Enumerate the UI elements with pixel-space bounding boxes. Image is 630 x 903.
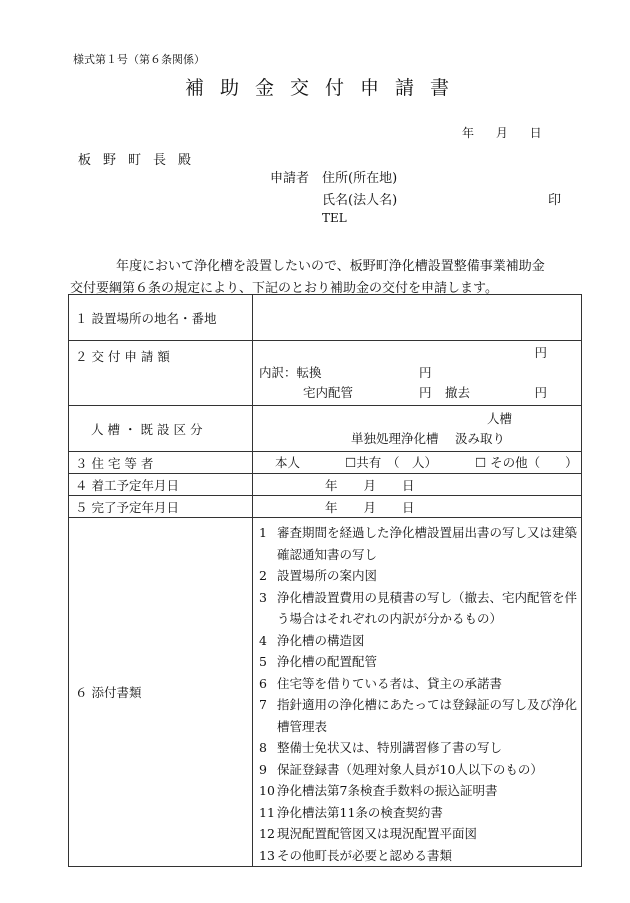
attachment-text: 設置場所の案内図 [277,568,378,583]
seal-mark: 印 [548,193,562,208]
kyoyu-checkbox[interactable]: ☐共有 [345,454,382,470]
piping-yen: 円 [419,385,432,400]
attachment-number: 2 [259,568,267,583]
tank-class-label: 人槽・既設区分 [69,406,253,452]
removal-label: 撤去 [445,385,471,400]
address-label: 住所(所在地) [322,171,398,186]
attachments-list [259,518,577,866]
attachment-number: 10 [259,783,275,798]
attachment-number: 13 [259,847,275,863]
addressee: 板野町長殿 [78,153,204,168]
attachment-number: 3 [259,589,267,605]
honnin-option: 本人 [275,454,301,470]
amount-value [253,341,582,406]
attachment-item [259,823,577,845]
applicant-label: 申請者 [270,171,310,186]
statement-line-1: 年度において浄化槽を設置したいので、板野町浄化槽設置整備事業補助金 [116,259,545,274]
row-housing [69,452,582,474]
row-attachments [69,518,582,867]
attachment-item [259,759,577,781]
attachment-text: 審査期間を経過した浄化槽設置届出書の写し又は建築確認通知書の写し [277,525,578,562]
attachment-item [259,737,577,759]
attachment-text: 浄化槽設置費用の見積書の写し（撤去、宅内配管を伴う場合はそれぞれの内訳が分かるもの） [277,589,578,626]
document-title: 補助金交付申請書 [185,77,466,99]
attachment-text: その他町長が必要と認める書類 [277,847,453,863]
statement-line-2: 交付要綱第６条の規定により、下記のとおり補助金の交付を申請します。 [70,281,498,296]
attachment-item [259,780,577,802]
attachment-text: 指針適用の浄化槽にあたっては登録証の写し及び浄化槽管理表 [277,697,578,734]
tank-class-value [253,406,582,452]
removal-yen: 円 [534,385,547,400]
name-label: 氏名(法人名) [322,193,398,208]
amount-label: ２ 交 付 申 請 額 [69,341,253,406]
attachment-item [259,522,577,565]
attachment-text: 浄化槽の構造図 [277,632,365,648]
attachment-text: 整備士免状又は、特別講習修了書の写し [277,740,503,755]
attachment-number: 4 [259,632,267,648]
housing-value [253,452,582,474]
conversion-yen: 円 [419,365,432,380]
attachment-text: 浄化槽法第7条検査手数料の振込証明書 [277,783,498,798]
start-date-label: ４ 着工予定年月日 [69,474,253,496]
location-value [253,295,582,341]
row-location [69,295,582,341]
kumitori-label: 汲み取り [455,430,506,446]
attachment-item [259,802,577,824]
end-date-label: ５ 完了予定年月日 [69,496,253,518]
attachments-list-cell [253,518,582,867]
attachment-text: 現況配置配管図又は現況配置平面図 [277,826,478,841]
attachment-number: 5 [259,654,267,669]
other-checkbox[interactable]: ☐ その他（ ） [475,454,578,470]
tel-label: TEL [322,211,347,225]
attachment-item [259,673,577,695]
row-tank-class [69,406,582,452]
attachment-item [259,587,577,630]
attachment-item [259,651,577,673]
attachment-number: 7 [259,697,267,712]
tandoku-label: 単独処理浄化槽 [351,430,439,446]
attachment-item [259,694,577,737]
attachment-item [259,565,577,587]
attachment-item [259,845,577,867]
amount-yen: 円 [534,345,547,360]
end-date-value: 年 月 日 [253,496,582,518]
attachment-number: 11 [259,804,275,820]
row-end-date [69,496,582,518]
form-number: 様式第１号（第６条関係） [73,53,205,66]
attachment-text: 住宅等を借りている者は、貸主の承諾書 [277,675,503,691]
application-date: 年 月 日 [462,126,542,140]
row-amount [69,341,582,406]
row-start-date [69,474,582,496]
attachment-text: 浄化槽の配置配管 [277,654,378,669]
attachment-text: 保証登録書（処理対象人員が10人以下のもの） [277,761,543,777]
location-label: １ 設置場所の地名・番地 [69,295,253,341]
housing-label: ３ 住 宅 等 者 [69,452,253,474]
piping-label: 宅内配管 [303,385,354,400]
application-form-table [68,294,582,867]
attachment-number: 12 [259,826,275,841]
breakdown-label: 内訳：転換 [259,365,322,380]
kyoyu-count: （ 人） [387,454,438,470]
attachment-number: 8 [259,740,267,755]
attachment-item [259,630,577,652]
start-date-value: 年 月 日 [253,474,582,496]
attachment-number: 1 [259,525,267,540]
attachment-number: 9 [259,761,267,777]
ninso-label: 人槽 [487,410,513,426]
attachment-number: 6 [259,675,267,691]
attachment-text: 浄化槽法第11条の検査契約書 [277,804,443,820]
attachments-label: ６ 添付書類 [69,518,253,867]
